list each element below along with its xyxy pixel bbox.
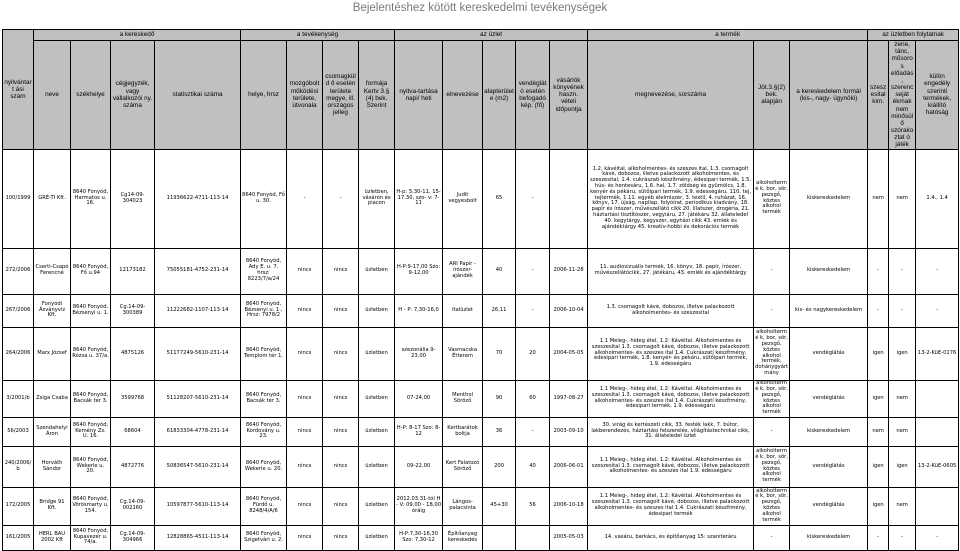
cell-cegjegyzek: 4875126	[111, 327, 155, 380]
cell-csomagkuldo: -	[323, 149, 359, 248]
group-uzletben: az üzletben folytatnak	[868, 30, 959, 41]
col-csomagkuldo: csomagküld ő esetén területe megye, ill. országos jelleg	[323, 41, 359, 150]
cell-formaja: üzletben	[359, 327, 395, 380]
cell-neve: HERL BAU 2002 Kft	[34, 525, 71, 550]
col-zene-tanc: zene, tánc, műsoros előadás, szerencseját ékmak nem minősülő szórakoztat ó játék	[889, 41, 916, 150]
cell-neve: Fonyódi Ásványvíz Kft.	[34, 294, 71, 327]
col-neve: neve	[34, 41, 71, 150]
cell-nyitvatartas: 09-22,00	[395, 446, 443, 487]
cell-formaja: üzletben	[359, 417, 395, 446]
cell-kulon-engedely	[916, 380, 959, 417]
cell-kereskedelem-formai: kiskereskedelem	[790, 525, 868, 550]
cell-nyilv: 267/2006	[3, 294, 34, 327]
cell-csomagkuldo: nincs	[323, 294, 359, 327]
registry-table	[2, 29, 959, 551]
cell-jot: alkoholtermé k, bor, sör, pezsgő, köztes alkohol termék, dohánygyárt mány	[754, 327, 790, 380]
cell-statisztikai: 51128207-5610-231-14	[155, 380, 241, 417]
cell-formaja: üzletben, vásáron és piacon	[359, 149, 395, 248]
cell-vendeglato	[516, 525, 550, 550]
cell-vendeglato: 20	[516, 327, 550, 380]
col-formaja: formája Kertv 3.§ (4) bek. Szerint	[359, 41, 395, 150]
cell-helye: 8640 Fonyód, Bézsenyi u. 1., Hrsz: 7978/2	[241, 294, 287, 327]
cell-alapterulet: 200	[483, 446, 516, 487]
cell-neve: Cserti-Csapó Ferencné	[34, 248, 71, 294]
cell-nyitvatartas: 07-24,00	[395, 380, 443, 417]
table-row	[3, 248, 959, 294]
cell-zene-tanc: igen	[889, 446, 916, 487]
cell-kulon-engedely: 1.4., 1.4	[916, 149, 959, 248]
cell-alapterulet: 26,11	[483, 294, 516, 327]
page-title: Bejelentéshez kötött kereskedelmi tevékenységek	[352, 2, 608, 14]
cell-statisztikai: 10597877-5610-113-14	[155, 487, 241, 525]
cell-nyitvatartas: H - P: 7,30-16,0	[395, 294, 443, 327]
cell-nyitvatartas: H-P: 8-17 Szo: 8-12	[395, 417, 443, 446]
table-row	[3, 294, 959, 327]
cell-vendeglato: 56	[516, 487, 550, 525]
col-helye: helye, hrsz	[241, 41, 287, 150]
col-kulon-engedely: külön engedély szerinti termékek, kiállító hatóság	[916, 41, 959, 150]
header-row-subgroups	[3, 41, 959, 54]
cell-alapterulet: 90	[483, 380, 516, 417]
col-elnevezes: elnevezése	[443, 41, 483, 150]
cell-nyitvatartas: szezonália 9-23,00	[395, 327, 443, 380]
cell-nyilv: 161/2005	[3, 525, 34, 550]
cell-zene-tanc: igen	[889, 327, 916, 380]
cell-elnevezes: Menthol Söröző	[443, 380, 483, 417]
cell-helye: 8640 Fonyód, Fürdő u. 8248/4/A/6	[241, 487, 287, 525]
cell-vendeglato: 40	[516, 446, 550, 487]
cell-formaja: üzletben	[359, 487, 395, 525]
col-mozgobolt: mozgóbolt működési területe, útvonala	[287, 41, 323, 150]
group-kereskedo: a kereskedő	[34, 30, 241, 41]
cell-zene-tanc: nem	[889, 417, 916, 446]
cell-nyitvatartas: H-p: 5.30-11, 15-17.30, szo- v: 7-11	[395, 149, 443, 248]
cell-termek-megnevezes: 11. audiovizuális termék, 16. könyv, 18. papír, írószer, művészellátócikk, 27. játékáru, 43. emlék és ajándéktárgy	[588, 248, 754, 294]
cell-termek-megnevezes: 1.1 Meleg-, hideg étel, 1.2: Kávéital. Alkoholmentes és szeszesital 1.3. csomagolt kávé, dobozos, illetve palackozott alkoholmentes- és szeszes ital 1.4. Cukrászati készítmény, édesipari termék	[588, 487, 754, 525]
cell-alapterulet: 45+30	[483, 487, 516, 525]
cell-nyilv: 272/2006	[3, 248, 34, 294]
table-row	[3, 149, 959, 248]
cell-kereskedelem-formai: kis- és nagykereskedelem	[790, 294, 868, 327]
cell-jot: alkoholtermé k, bor, sör, pezsgő, köztes alkohol termék	[755, 380, 788, 416]
cell-mozgobolt: nincs	[287, 294, 323, 327]
cell-statisztikai: 75055181-4752-231-14	[155, 248, 241, 294]
cell-szekhely: 8640 Fonyód, Rózsa u. 37/a.	[71, 327, 111, 380]
cell-cegjegyzek: 4872776	[111, 446, 155, 487]
cell-jot: alkoholtermé k, bor, sör, pezsgő, köztes alkohol termék	[754, 149, 790, 248]
cell-neve: Szendahelyi Áron	[34, 417, 71, 446]
cell-kereskedelem-formai: kiskereskedelem	[790, 248, 868, 294]
cell-vasarlok: 2003-09-10	[550, 417, 588, 446]
cell-mozgobolt: -	[287, 149, 323, 248]
cell-helye: 8640 Fonyód, Templom tér 1.	[241, 327, 287, 380]
cell-cegjegyzek: Cg.14-09-300389	[111, 294, 155, 327]
cell-mozgobolt: nincs	[287, 487, 323, 525]
cell-kulon-engedely: 13-2-KüE-0176	[916, 327, 959, 380]
cell-zene-tanc: nem	[889, 380, 916, 417]
cell-jot: -	[754, 248, 790, 294]
col-statisztikai: statisztikai száma	[155, 41, 241, 150]
cell-vendeglato: 60	[516, 380, 550, 417]
cell-zene-tanc: -	[889, 294, 916, 327]
table-row	[3, 380, 959, 417]
group-uzlet: az üzlet	[395, 30, 588, 41]
cell-statisztikai: 11936622-4711-113-14	[155, 149, 241, 248]
cell-szekhely: 8640 Fonyód, Fő u.94	[71, 248, 111, 294]
cell-alapterulet: 70	[483, 327, 516, 380]
cell-szekhely: 8640 Fonyód, Wekerle u. 20.	[71, 446, 111, 487]
cell-formaja: üzletben	[359, 248, 395, 294]
col-kereskedelem-formai: a kereskedelem formái (kis-, nagy- ügynöki)	[790, 41, 868, 150]
cell-neve: GRÉ-TI Kft.	[34, 149, 71, 248]
col-cegjegyzek: cégjegyzék, vagy vállalkozói ny. száma	[111, 41, 155, 150]
cell-cegjegyzek: Cg.14-09-304966	[111, 525, 155, 550]
cell-neve: Marx József	[34, 327, 71, 380]
cell-szekhely: 8640 Fonyód, Kemény Zs. U. 16.	[71, 417, 111, 446]
cell-vasarlok: 2005-05-03	[550, 525, 588, 550]
cell-nyitvatartas: 2012.03.31-tól H - V: 09,00 - 18,00 óráig	[395, 487, 443, 525]
cell-statisztikai: 11222682-1107-113-14	[155, 294, 241, 327]
cell-elnevezes: Judit vegyesbolt	[443, 149, 483, 248]
cell-vendeglato: -	[516, 417, 550, 446]
header-row-groups	[3, 30, 959, 41]
cell-mozgobolt: nincs	[287, 380, 323, 417]
cell-termek-megnevezes: 1.1 Meleg-, hideg étel, 1.2: Kávéital. Alkoholmentes és szeszesital 1.3. csomagolt kávé, dobozos, illetve palackozott alkoholmentes- és szeszes ital 1.4. Cukrászati készítmény, édesipari termék, 1.9. édességáru	[588, 380, 754, 417]
cell-vendeglato: -	[516, 149, 550, 248]
cell-mozgobolt: nincs	[287, 446, 323, 487]
col-szeszesital: szeszesital kim.	[868, 41, 889, 150]
cell-jot: -	[754, 294, 790, 327]
cell-formaja: üzletben	[359, 294, 395, 327]
cell-cegjegyzek: Cg.14-09-002160	[111, 487, 155, 525]
cell-alapterulet: 36	[483, 417, 516, 446]
table-row	[3, 525, 959, 550]
cell-jot: -	[754, 525, 790, 550]
table-row	[3, 446, 959, 487]
cell-vendeglato: -	[516, 294, 550, 327]
cell-kereskedelem-formai: kiskereskedelem	[790, 149, 868, 248]
cell-termek-megnevezes: 1.1 Meleg-, hideg étel, 1.2: Kávéital. Alkoholmentes és szeszesital 1.3. csomagolt kávé, dobozos, illetve palackozott alkoholmentes- és szeszes ital 1.9. édességáru	[588, 446, 754, 487]
cell-kulon-engedely	[916, 487, 959, 525]
cell-alapterulet: 40	[483, 248, 516, 294]
cell-cegjegyzek: 12173182	[111, 248, 155, 294]
cell-elnevezes: Kertbarátok boltja	[443, 417, 483, 446]
cell-termek-megnevezes: 1.2. kávéital, alkoholmentes- és szeszes ital, 1.3. csomagolt kávé, dobozos, illetve palackozott alkoholmentes, és szeszesital, 1.4. cukrászati készítmény, édesipari termék, 1.5. hús- és hentesáru, 1.6. hal, 1.7. zöldség és gyümölcs, 1.8. kenyér és pékáru, sütőipari termék, 1.9. édességáru, 110. tej, tejtermék, 1.11. egyéb élelmiszer, 3. textil, 4. ruházat, 16. könyv, 17. újság, napilap, folyóirat, periodikus kiadvány, 18. papír és írószer, művészellátó cikk 20. illatszer, drogéria, 21. háztartási tisztítószer, vegyiáru, 27. játékáru 32. állateledel 40. kegytárgy, kegyszer, egyházi cikk 43. emlék és ajándéktárgy 45. kreatív-hobbi és dekorációs termék	[588, 149, 754, 248]
cell-neve: Horváth Sándor	[34, 446, 71, 487]
cell-zene-tanc: nem	[889, 487, 916, 525]
col-jot: Jöt.3.§(2) bek. alapján	[754, 41, 790, 150]
group-tevekenyseg: a tevékenység	[241, 30, 395, 41]
cell-jot: alkoholtermé k, bor, sör, pezsgő, köztes alkohol termék	[754, 446, 790, 487]
cell-kereskedelem-formai: kiskereskedelem	[790, 417, 868, 446]
cell-csomagkuldo: nincs	[323, 487, 359, 525]
cell-statisztikai: 12828865-4511-113-14	[155, 525, 241, 550]
cell-vasarlok	[550, 149, 588, 248]
cell-elnevezes: Lángos-palacsinta	[443, 487, 483, 525]
cell-szekhely: 8640 Fonyód, Bézsenyi u. 1.	[71, 294, 111, 327]
cell-termek-megnevezes: 1.1 Meleg-, hideg étel, 1.2: Kávéital. Alkoholmentes és szeszesital 1.3. csomagolt kávé, dobozos, illetve palackozott alkoholmentes- és szeszes ital 1.4. Cukrászati készítmény, édesipari termék, 1.8. kenyér- és pékáru, sütőipari termék, 1.9. édességáru	[588, 327, 754, 380]
cell-nyilv: 100/1999	[3, 149, 34, 248]
cell-jot: -	[754, 417, 790, 446]
table-row	[3, 487, 959, 525]
cell-vasarlok: 2006-10-18	[550, 487, 588, 525]
col-megnevezes: megnevezése, sorszáma	[588, 41, 754, 150]
cell-szeszesital: igen	[868, 446, 889, 487]
cell-szekhely: 8640 Fonyód, Kupavezér u. 74/a.	[71, 525, 111, 550]
table-row	[3, 417, 959, 446]
cell-kereskedelem-formai: vendéglátás	[790, 380, 868, 417]
cell-formaja: üzletben	[359, 380, 395, 417]
cell-nyitvatartas: H-P:9-17,00 Szo: 9-12,00	[395, 248, 443, 294]
cell-zene-tanc: nem	[889, 149, 916, 248]
cell-nyilv: 56/2003	[3, 417, 34, 446]
cell-statisztikai: 61833304-4778-231-14	[155, 417, 241, 446]
cell-nyilv: 240/2006/ b	[3, 446, 34, 487]
cell-formaja: üzletben	[359, 446, 395, 487]
cell-kulon-engedely: 13-2-KüE-0605	[916, 446, 959, 487]
cell-kulon-engedely: -	[916, 525, 959, 550]
cell-vasarlok: 1997-08-27	[550, 380, 588, 417]
cell-csomagkuldo: nincs	[323, 417, 359, 446]
cell-csomagkuldo: nincs	[323, 327, 359, 380]
col-alapterulet: alapterülete (m2)	[483, 41, 516, 150]
cell-cegjegyzek: Cg14-09-304023	[111, 149, 155, 248]
cell-szekhely: 8640 Fonyód, Vörösmarty u. 154.	[71, 487, 111, 525]
cell-termek-megnevezes: 30. virág és kertészeti cikk, 33. festék lakk, 7. bútor, lakberendezés, háztartási felszerelés, világítástechnikai cikk, 31. állateledel üzlet	[588, 417, 754, 446]
col-vendeglato: vendéglátó esetén befogadó kép. (fő)	[516, 41, 550, 150]
cell-helye: 8640 Fonyód, Kordovány u. 23.	[241, 417, 287, 446]
cell-mozgobolt: nincs	[287, 248, 323, 294]
cell-alapterulet	[483, 525, 516, 550]
cell-termek-megnevezes: 14. vasáru, barkács, és építőanyag 15: szaniteráru	[588, 525, 754, 550]
cell-csomagkuldo: nincs	[323, 248, 359, 294]
cell-szeszesital: igen	[868, 380, 889, 417]
cell-szeszesital: nem	[868, 149, 889, 248]
cell-szekhely: 8640 Fonyód, Harmatos u. 16.	[71, 149, 111, 248]
cell-nyilv: 264/2006	[3, 327, 34, 380]
col-szekhely: székhelye	[71, 41, 111, 150]
col-nyitvatartas: nyitva-tartása napi/ heti	[395, 41, 443, 150]
cell-szekhely: 8640 Fonyód, Bacsák tér 3.	[71, 380, 111, 417]
cell-helye: 8640 Fonyód, Fő u. 30.	[241, 149, 287, 248]
cell-elnevezes: ARI Papír - írószer-ajándék	[443, 248, 483, 294]
cell-cegjegyzek: 3599768	[111, 380, 155, 417]
cell-szeszesital: -	[868, 248, 889, 294]
group-termek: a termék	[588, 30, 868, 41]
cell-szeszesital: igen	[868, 487, 889, 525]
cell-szeszesital: -	[868, 294, 889, 327]
cell-termek-megnevezes: 1.3. csomagolt kávé, dobozos, illetve palackozott alkoholmentes- és szeszesital	[588, 294, 754, 327]
cell-kereskedelem-formai: vendéglátás	[790, 487, 868, 525]
cell-helye: 8640 Fonyód, Bacsák tér 3.	[241, 380, 287, 417]
cell-neve: Bridge 91 Kft.	[34, 487, 71, 525]
cell-nyitvatartas: H-P:7,30-16,30 Szo: 7,30-12	[395, 525, 443, 550]
cell-szeszesital: -	[868, 525, 889, 550]
table-row	[3, 327, 959, 380]
cell-kulon-engedely	[916, 417, 959, 446]
cell-csomagkuldo: nincs	[323, 380, 359, 417]
cell-mozgobolt: nincs	[287, 525, 323, 550]
cell-zene-tanc: -	[889, 248, 916, 294]
cell-statisztikai: 50836547-5610-231-14	[155, 446, 241, 487]
cell-kereskedelem-formai: vendéglátás	[790, 446, 868, 487]
cell-elnevezes: Építőanyag kereskedés	[443, 525, 483, 550]
cell-cegjegyzek: 68604	[111, 417, 155, 446]
cell-helye: 8640 Fonyód, Szigetvári u. 2.	[241, 525, 287, 550]
cell-nyilv: 172/2005	[3, 487, 34, 525]
cell-helye: 8640 Fonyód, Ady E. u. 7. hrsz: 8223/7/a/24	[241, 248, 287, 294]
cell-mozgobolt: nincs	[287, 417, 323, 446]
cell-mozgobolt: nincs	[287, 327, 323, 380]
cell-nyilv: 3/2001/b	[3, 380, 34, 417]
cell-vasarlok: 2004-05-05	[550, 327, 588, 380]
col-vasarlok: vásárlók könyvének haszn. vételi időpontja	[550, 41, 588, 150]
cell-vasarlok: 2006-10-04	[550, 294, 588, 327]
cell-statisztikai: 51177249-5610-231-14	[155, 327, 241, 380]
cell-formaja: üzletben	[359, 525, 395, 550]
cell-kulon-engedely: -	[916, 294, 959, 327]
cell-elnevezes: Italüzlet	[443, 294, 483, 327]
cell-neve: Zsiga Csaba	[34, 380, 71, 417]
cell-vasarlok: 2006-11-28	[550, 248, 588, 294]
cell-vasarlok: 2006-06-01	[550, 446, 588, 487]
cell-jot: alkoholtermé k, bor, sör, pezsgő, köztes alkohol termék	[754, 487, 790, 525]
cell-vendeglato: -	[516, 248, 550, 294]
cell-kulon-engedely: -	[916, 248, 959, 294]
cell-alapterulet: 65	[483, 149, 516, 248]
cell-szeszesital: nem	[868, 417, 889, 446]
cell-csomagkuldo: nincs	[323, 525, 359, 550]
cell-helye: 8640 Fonyód, Wekerle u. 20.	[241, 446, 287, 487]
cell-zene-tanc: -	[889, 525, 916, 550]
cell-szeszesital: igen	[868, 327, 889, 380]
cell-kereskedelem-formai: vendéglátás	[790, 327, 868, 380]
cell-elnevezes: Vasmacska Étterem	[443, 327, 483, 380]
cell-elnevezes: Kert Falatozó Söröző	[443, 446, 483, 487]
col-nyilv: nyilvántart ási szám	[3, 30, 34, 150]
cell-csomagkuldo: nincs	[323, 446, 359, 487]
